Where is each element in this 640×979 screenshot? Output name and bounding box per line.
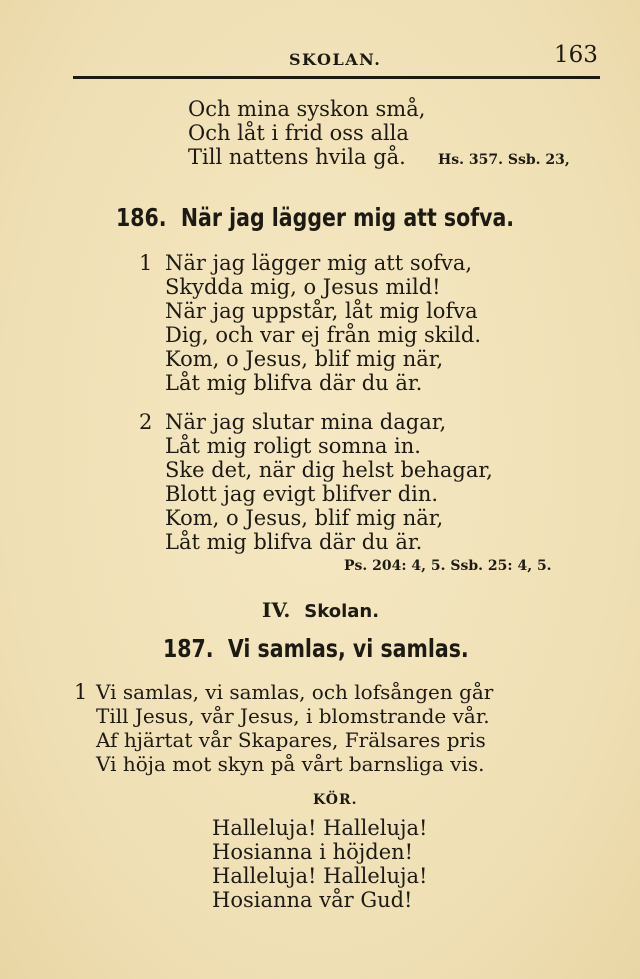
verse-1-line-2: Skydda mig, o Jesus mild! <box>165 275 441 299</box>
section-numeral: IV. <box>262 598 291 622</box>
hymn-187-line-1: Vi samlas, vi samlas, och lofsången går <box>96 680 494 704</box>
prev-line-1: Och mina syskon små, <box>188 97 426 121</box>
verse-2-line-3: Ske det, när dig helst behagar, <box>165 458 493 482</box>
verse-2-line-5: Kom, o Jesus, blif mig när, <box>165 506 444 530</box>
page-number: 163 <box>554 42 598 68</box>
verse-2-line-4: Blott jag evigt blifver din. <box>165 482 439 506</box>
hymn-187-verse-number: 1 <box>74 680 88 704</box>
verse-1-line-6: Låt mig blifva där du är. <box>165 371 423 395</box>
chorus-label: KÖR. <box>313 792 358 808</box>
hymn-187-line-3: Af hjärtat vår Skapares, Frälsares pris <box>96 728 486 752</box>
hymn-187-title: Vi samlas, vi samlas. <box>227 634 469 663</box>
verse-1-line-1: När jag lägger mig att sofva, <box>165 251 473 275</box>
hymn-186-reference: Ps. 204: 4, 5. Ssb. 25: 4, 5. <box>344 558 552 574</box>
hymn-187-number: 187. <box>163 634 214 663</box>
chorus-line-3: Halleluja! Halleluja! <box>212 864 428 888</box>
verse-1-line-3: När jag uppstår, låt mig lofva <box>165 299 478 323</box>
hymn-187-line-2: Till Jesus, vår Jesus, i blomstrande vår. <box>96 704 490 728</box>
prev-line-2: Och låt i frid oss alla <box>188 121 409 145</box>
prev-line-3: Till nattens hvila gå. <box>188 145 406 169</box>
hymn-186-number: 186. <box>116 203 167 232</box>
verse-2-line-1: När jag slutar mina dagar, <box>165 410 447 434</box>
section-name: Skolan. <box>304 601 380 622</box>
hymn-186-title: När jag lägger mig att sofva. <box>180 203 515 232</box>
chorus-line-1: Halleluja! Halleluja! <box>212 816 428 840</box>
verse-2-number: 2 <box>139 410 153 434</box>
running-header-title: SKOLAN. <box>289 50 382 69</box>
verse-1-line-5: Kom, o Jesus, blif mig när, <box>165 347 444 371</box>
verse-1-line-4: Dig, och var ej från mig skild. <box>165 323 481 347</box>
header-rule <box>73 76 600 79</box>
chorus-line-2: Hosianna i höjden! <box>212 840 414 864</box>
verse-2-line-6: Låt mig blifva där du är. <box>165 530 423 554</box>
verse-2-line-2: Låt mig roligt somna in. <box>165 434 421 458</box>
section-heading <box>262 598 379 622</box>
prev-reference: Hs. 357. Ssb. 23, <box>438 152 570 168</box>
hymn-187-line-4: Vi höja mot skyn på vårt barnsliga vis. <box>96 752 485 776</box>
verse-1-number: 1 <box>139 251 153 275</box>
chorus-line-4: Hosianna vår Gud! <box>212 888 413 912</box>
hymn-187-heading <box>163 634 469 663</box>
hymn-186-heading <box>116 203 514 232</box>
